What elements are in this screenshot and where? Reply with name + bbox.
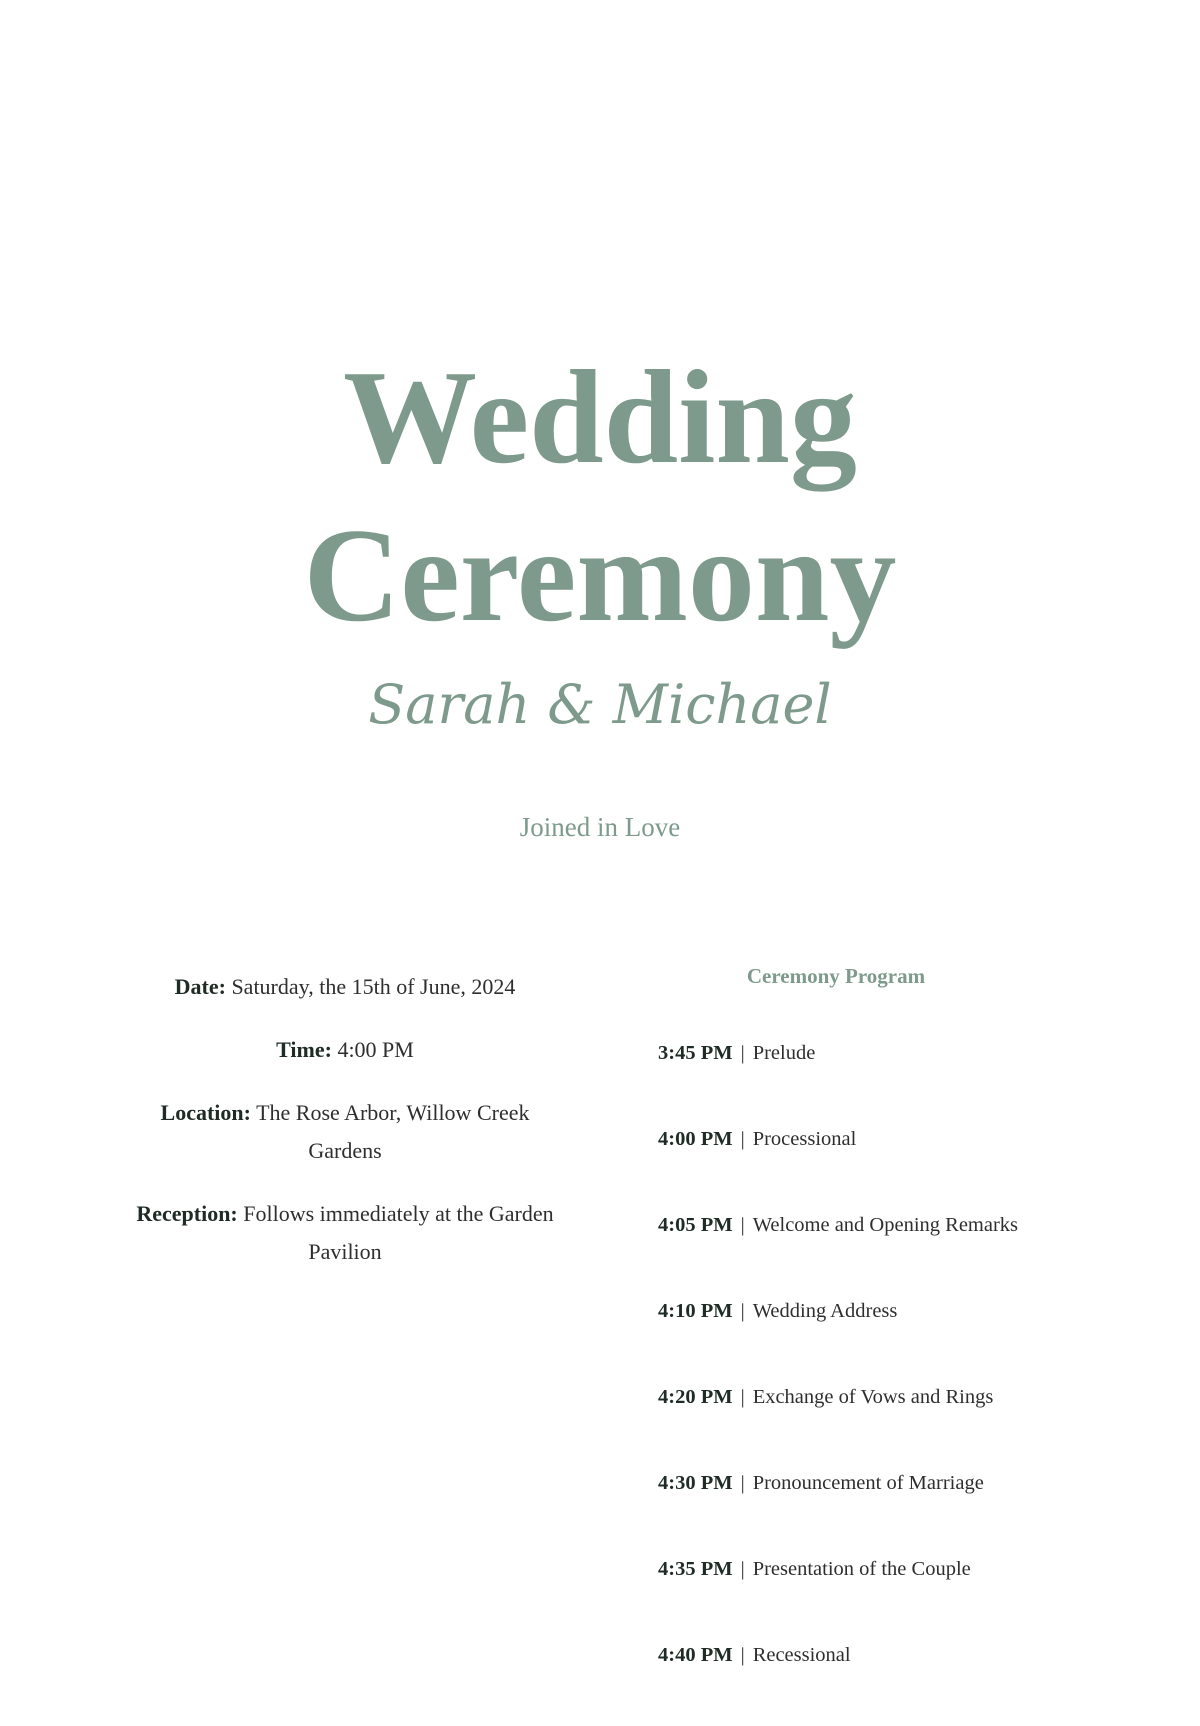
program-separator: | [740,1214,745,1236]
program-item [658,1124,1098,1210]
program-list [658,1038,1098,1726]
program-separator: | [740,1300,745,1322]
title-line-1: Wedding [343,342,857,491]
program-time: 4:20 PM [658,1386,733,1408]
program-item [658,1296,1098,1382]
program-separator: | [740,1042,745,1064]
reception-line [135,1195,555,1271]
program-time: 4:10 PM [658,1300,733,1322]
ceremony-program [658,962,1098,1726]
program-separator: | [740,1472,745,1494]
time-value: 4:00 PM [337,1037,414,1062]
program-separator: | [740,1558,745,1580]
location-line [135,1094,555,1170]
title-line-2: Ceremony [303,500,897,649]
location-label: Location: [160,1100,251,1125]
date-line [135,968,555,1006]
program-time: 4:40 PM [658,1644,733,1666]
date-label: Date: [174,974,226,999]
program-time: 3:45 PM [658,1042,733,1064]
couple-names: Sarah & Michael [368,673,832,736]
reception-value: Follows immediately at the Garden Pavilion [243,1201,554,1264]
program-event: Prelude [752,1042,816,1064]
program-item [658,1210,1098,1296]
program-title: Ceremony Program [746,964,926,988]
subtitle: Joined in Love [519,812,681,842]
program-separator: | [740,1386,745,1408]
program-separator: | [740,1128,745,1150]
program-event: Processional [752,1128,857,1150]
program-time: 4:05 PM [658,1214,733,1236]
program-item [658,1038,1098,1124]
time-label: Time: [276,1037,332,1062]
program-separator: | [740,1644,745,1666]
program-item [658,1468,1098,1554]
program-event: Recessional [752,1644,851,1666]
page-title [0,338,1200,654]
program-item [658,1640,1098,1726]
program-item [658,1382,1098,1468]
time-line [135,1031,555,1069]
event-details [135,968,555,1296]
reception-label: Reception: [136,1201,238,1226]
program-event: Exchange of Vows and Rings [752,1386,994,1408]
program-time: 4:30 PM [658,1472,733,1494]
program-time: 4:00 PM [658,1128,733,1150]
date-value: Saturday, the 15th of June, 2024 [231,974,516,999]
program-time: 4:35 PM [658,1558,733,1580]
program-event: Presentation of the Couple [752,1558,971,1580]
program-event: Pronouncement of Marriage [752,1472,984,1494]
program-event: Wedding Address [752,1300,898,1322]
program-event: Welcome and Opening Remarks [752,1214,1019,1236]
location-value: The Rose Arbor, Willow Creek Gardens [256,1100,530,1163]
program-item [658,1554,1098,1640]
